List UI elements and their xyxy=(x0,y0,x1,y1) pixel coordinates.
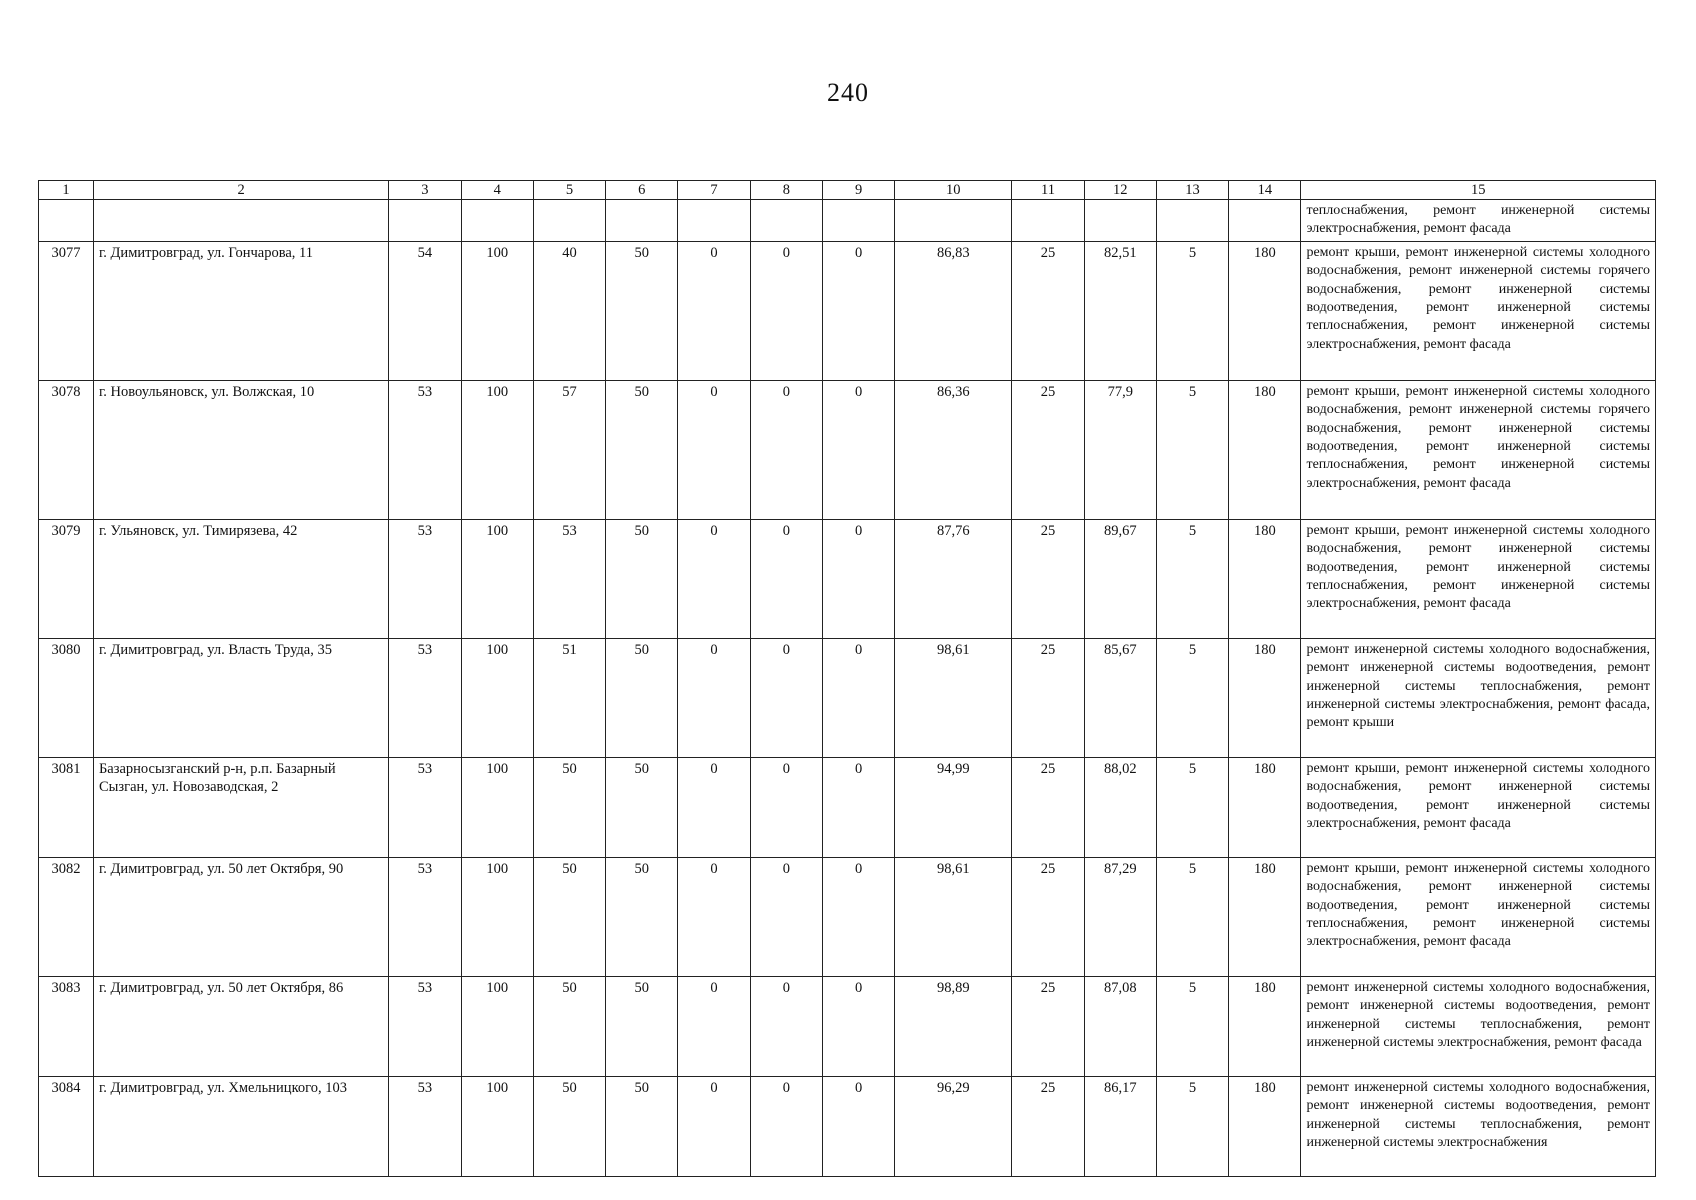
value-cell: 53 xyxy=(389,519,461,638)
value-cell: 0 xyxy=(822,519,894,638)
works-cell: ремонт крыши, ремонт инженерной системы холодного водоснабжения, ремонт инженерной системы горячего водоснабжения, ремонт инженерной системы водоотведения, ремонт инженерной системы теплоснабжения, ремонт инженерной системы электроснабжения, ремонт фасада xyxy=(1301,380,1656,519)
value-cell: 53 xyxy=(533,519,605,638)
empty-cell xyxy=(822,200,894,242)
header-cell: 4 xyxy=(461,181,533,200)
works-cell: ремонт инженерной системы холодного водоснабжения, ремонт инженерной системы водоотведения, ремонт инженерной системы теплоснабжения, ремонт инженерной системы электроснабжения, ремонт фасада xyxy=(1301,976,1656,1076)
value-cell: 88,02 xyxy=(1084,757,1156,857)
value-cell: 180 xyxy=(1229,857,1301,976)
value-cell: 98,61 xyxy=(895,638,1012,757)
value-cell: 0 xyxy=(822,976,894,1076)
address-cell: г. Димитровград, ул. 50 лет Октября, 86 xyxy=(93,976,388,1076)
header-cell: 7 xyxy=(678,181,750,200)
value-cell: 87,08 xyxy=(1084,976,1156,1076)
value-cell: 0 xyxy=(750,638,822,757)
value-cell: 0 xyxy=(678,1076,750,1176)
table-row xyxy=(39,976,1656,1076)
value-cell: 0 xyxy=(822,638,894,757)
row-number-cell: 3080 xyxy=(39,638,94,757)
address-cell: г. Димитровград, ул. 50 лет Октября, 90 xyxy=(93,857,388,976)
works-cell: ремонт крыши, ремонт инженерной системы холодного водоснабжения, ремонт инженерной системы водоотведения, ремонт инженерной системы теплоснабжения, ремонт инженерной системы электроснабжения, ремонт фасада xyxy=(1301,857,1656,976)
continuation-works-cell: теплоснабжения, ремонт инженерной системы электроснабжения, ремонт фасада xyxy=(1301,200,1656,242)
value-cell: 96,29 xyxy=(895,1076,1012,1176)
header-cell: 10 xyxy=(895,181,1012,200)
value-cell: 50 xyxy=(533,1076,605,1176)
empty-cell xyxy=(1084,200,1156,242)
value-cell: 86,36 xyxy=(895,380,1012,519)
empty-cell xyxy=(895,200,1012,242)
address-cell: г. Димитровград, ул. Гончарова, 11 xyxy=(93,241,388,380)
empty-cell xyxy=(1229,200,1301,242)
value-cell: 0 xyxy=(678,976,750,1076)
empty-cell xyxy=(1156,200,1228,242)
page-number: 240 xyxy=(827,78,869,107)
value-cell: 87,29 xyxy=(1084,857,1156,976)
value-cell: 5 xyxy=(1156,976,1228,1076)
value-cell: 86,83 xyxy=(895,241,1012,380)
value-cell: 25 xyxy=(1012,757,1084,857)
works-cell: ремонт инженерной системы холодного водоснабжения, ремонт инженерной системы водоотведения, ремонт инженерной системы теплоснабжения, ремонт инженерной системы электроснабжения, ремонт фасада, ремонт крыши xyxy=(1301,638,1656,757)
value-cell: 50 xyxy=(606,976,678,1076)
value-cell: 25 xyxy=(1012,976,1084,1076)
value-cell: 25 xyxy=(1012,241,1084,380)
value-cell: 0 xyxy=(678,380,750,519)
value-cell: 50 xyxy=(606,757,678,857)
value-cell: 53 xyxy=(389,757,461,857)
empty-cell xyxy=(533,200,605,242)
table-row xyxy=(39,638,1656,757)
value-cell: 50 xyxy=(606,857,678,976)
value-cell: 25 xyxy=(1012,519,1084,638)
value-cell: 5 xyxy=(1156,241,1228,380)
value-cell: 0 xyxy=(822,380,894,519)
table-row xyxy=(39,1076,1656,1176)
value-cell: 86,17 xyxy=(1084,1076,1156,1176)
value-cell: 89,67 xyxy=(1084,519,1156,638)
value-cell: 40 xyxy=(533,241,605,380)
value-cell: 180 xyxy=(1229,1076,1301,1176)
works-cell: ремонт крыши, ремонт инженерной системы холодного водоснабжения, ремонт инженерной системы водоотведения, ремонт инженерной системы электроснабжения, ремонт фасада xyxy=(1301,757,1656,857)
row-number-cell: 3078 xyxy=(39,380,94,519)
value-cell: 50 xyxy=(606,241,678,380)
value-cell: 53 xyxy=(389,857,461,976)
empty-cell xyxy=(678,200,750,242)
value-cell: 0 xyxy=(678,241,750,380)
empty-cell xyxy=(389,200,461,242)
value-cell: 5 xyxy=(1156,638,1228,757)
value-cell: 180 xyxy=(1229,519,1301,638)
value-cell: 82,51 xyxy=(1084,241,1156,380)
value-cell: 57 xyxy=(533,380,605,519)
row-number-cell: 3077 xyxy=(39,241,94,380)
value-cell: 100 xyxy=(461,757,533,857)
header-cell: 11 xyxy=(1012,181,1084,200)
value-cell: 5 xyxy=(1156,1076,1228,1176)
value-cell: 53 xyxy=(389,380,461,519)
value-cell: 100 xyxy=(461,976,533,1076)
empty-cell xyxy=(93,200,388,242)
value-cell: 50 xyxy=(533,976,605,1076)
works-cell: ремонт крыши, ремонт инженерной системы холодного водоснабжения, ремонт инженерной системы водоотведения, ремонт инженерной системы теплоснабжения, ремонт инженерной системы электроснабжения, ремонт фасада xyxy=(1301,519,1656,638)
value-cell: 50 xyxy=(606,380,678,519)
value-cell: 100 xyxy=(461,857,533,976)
value-cell: 94,99 xyxy=(895,757,1012,857)
address-cell: г. Ульяновск, ул. Тимирязева, 42 xyxy=(93,519,388,638)
row-number-cell: 3079 xyxy=(39,519,94,638)
value-cell: 0 xyxy=(750,241,822,380)
value-cell: 0 xyxy=(750,380,822,519)
value-cell: 0 xyxy=(750,519,822,638)
address-cell: г. Новоульяновск, ул. Волжская, 10 xyxy=(93,380,388,519)
value-cell: 50 xyxy=(606,519,678,638)
value-cell: 87,76 xyxy=(895,519,1012,638)
row-number-cell: 3081 xyxy=(39,757,94,857)
works-cell: ремонт крыши, ремонт инженерной системы холодного водоснабжения, ремонт инженерной системы горячего водоснабжения, ремонт инженерной системы водоотведения, ремонт инженерной системы теплоснабжения, ремонт инженерной системы электроснабжения, ремонт фасада xyxy=(1301,241,1656,380)
value-cell: 51 xyxy=(533,638,605,757)
value-cell: 50 xyxy=(606,638,678,757)
value-cell: 0 xyxy=(678,519,750,638)
value-cell: 0 xyxy=(678,757,750,857)
header-cell: 1 xyxy=(39,181,94,200)
value-cell: 53 xyxy=(389,638,461,757)
value-cell: 0 xyxy=(822,757,894,857)
header-cell: 6 xyxy=(606,181,678,200)
value-cell: 5 xyxy=(1156,380,1228,519)
address-cell: г. Димитровград, ул. Власть Труда, 35 xyxy=(93,638,388,757)
value-cell: 5 xyxy=(1156,519,1228,638)
value-cell: 180 xyxy=(1229,380,1301,519)
value-cell: 50 xyxy=(606,1076,678,1176)
header-cell: 15 xyxy=(1301,181,1656,200)
header-cell: 5 xyxy=(533,181,605,200)
value-cell: 180 xyxy=(1229,638,1301,757)
value-cell: 0 xyxy=(822,857,894,976)
value-cell: 5 xyxy=(1156,757,1228,857)
value-cell: 100 xyxy=(461,638,533,757)
value-cell: 77,9 xyxy=(1084,380,1156,519)
value-cell: 100 xyxy=(461,241,533,380)
value-cell: 0 xyxy=(750,1076,822,1176)
row-number-cell: 3082 xyxy=(39,857,94,976)
continuation-row xyxy=(39,200,1656,242)
column-number-row xyxy=(39,181,1656,200)
value-cell: 53 xyxy=(389,976,461,1076)
value-cell: 53 xyxy=(389,1076,461,1176)
value-cell: 100 xyxy=(461,519,533,638)
table-row xyxy=(39,519,1656,638)
header-cell: 8 xyxy=(750,181,822,200)
address-cell: г. Димитровград, ул. Хмельницкого, 103 xyxy=(93,1076,388,1176)
header-cell: 3 xyxy=(389,181,461,200)
value-cell: 98,89 xyxy=(895,976,1012,1076)
value-cell: 0 xyxy=(678,638,750,757)
table-row xyxy=(39,380,1656,519)
value-cell: 25 xyxy=(1012,857,1084,976)
row-number-cell: 3083 xyxy=(39,976,94,1076)
value-cell: 0 xyxy=(750,757,822,857)
housing-repair-table xyxy=(38,180,1656,1177)
empty-cell xyxy=(750,200,822,242)
value-cell: 50 xyxy=(533,857,605,976)
value-cell: 0 xyxy=(750,976,822,1076)
header-cell: 2 xyxy=(93,181,388,200)
empty-cell xyxy=(606,200,678,242)
value-cell: 180 xyxy=(1229,976,1301,1076)
row-number-cell: 3084 xyxy=(39,1076,94,1176)
value-cell: 25 xyxy=(1012,380,1084,519)
header-cell: 9 xyxy=(822,181,894,200)
works-cell: ремонт инженерной системы холодного водоснабжения, ремонт инженерной системы водоотведения, ремонт инженерной системы теплоснабжения, ремонт инженерной системы электроснабжения xyxy=(1301,1076,1656,1176)
value-cell: 25 xyxy=(1012,638,1084,757)
address-cell: Базарносызганский р-н, р.п. Базарный Сызган, ул. Новозаводская, 2 xyxy=(93,757,388,857)
empty-cell xyxy=(1012,200,1084,242)
value-cell: 180 xyxy=(1229,241,1301,380)
value-cell: 0 xyxy=(678,857,750,976)
value-cell: 25 xyxy=(1012,1076,1084,1176)
value-cell: 0 xyxy=(750,857,822,976)
value-cell: 180 xyxy=(1229,757,1301,857)
table-row xyxy=(39,241,1656,380)
value-cell: 100 xyxy=(461,380,533,519)
header-cell: 14 xyxy=(1229,181,1301,200)
value-cell: 0 xyxy=(822,241,894,380)
table-row xyxy=(39,757,1656,857)
value-cell: 5 xyxy=(1156,857,1228,976)
value-cell: 54 xyxy=(389,241,461,380)
empty-cell xyxy=(461,200,533,242)
value-cell: 85,67 xyxy=(1084,638,1156,757)
value-cell: 100 xyxy=(461,1076,533,1176)
table-row xyxy=(39,857,1656,976)
empty-cell xyxy=(39,200,94,242)
header-cell: 12 xyxy=(1084,181,1156,200)
header-cell: 13 xyxy=(1156,181,1228,200)
value-cell: 0 xyxy=(822,1076,894,1176)
value-cell: 98,61 xyxy=(895,857,1012,976)
value-cell: 50 xyxy=(533,757,605,857)
